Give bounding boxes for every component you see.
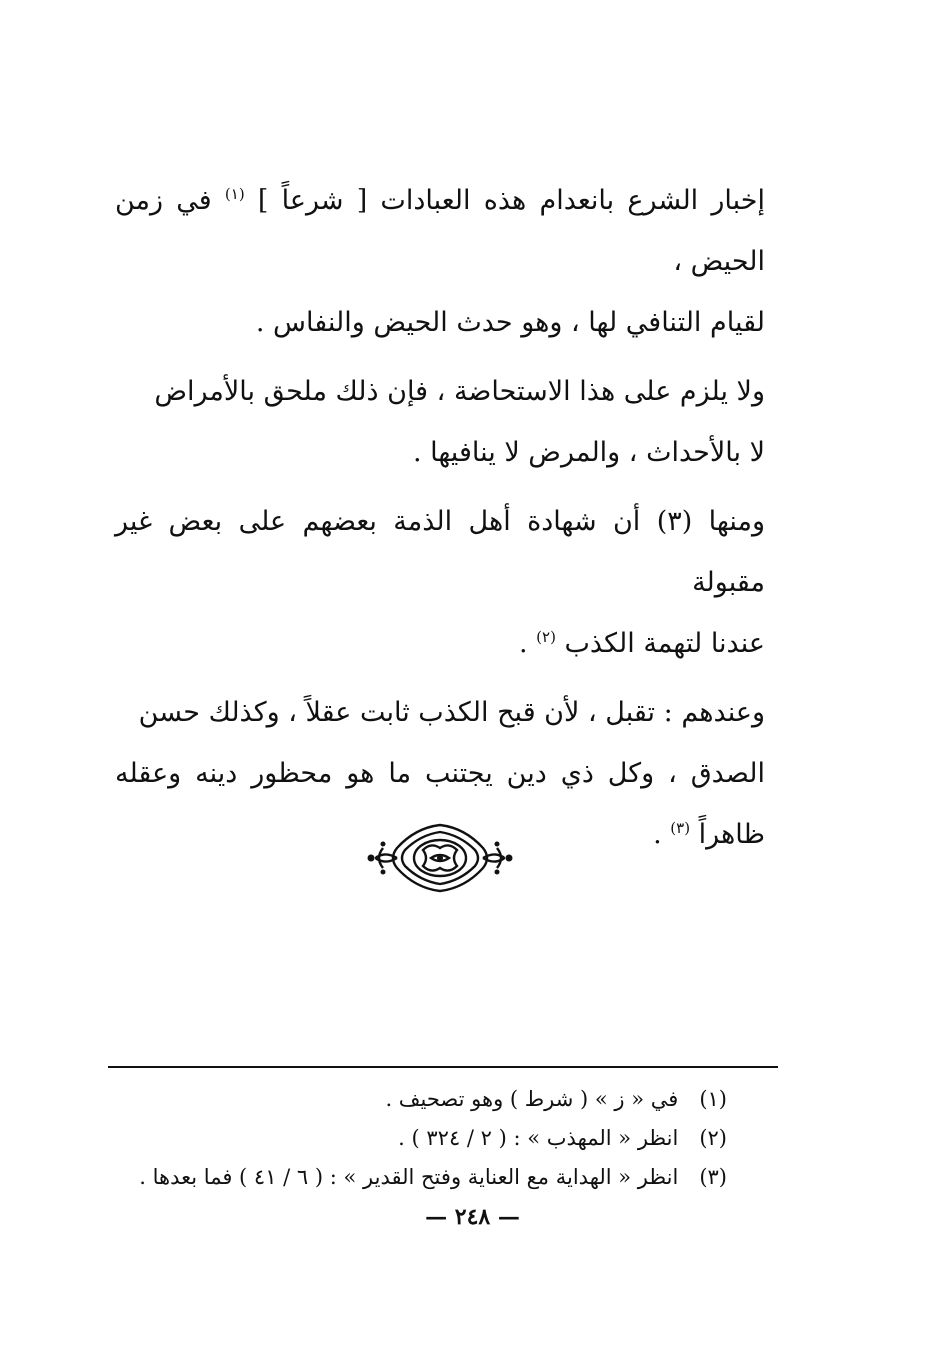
text-line: لقيام التنافي لها ، وهو حدث الحيض والنفاس . — [255, 307, 765, 338]
footnote-3 — [115, 1158, 727, 1197]
footnote-text: في « ز » ( شرط ) وهو تصحيف . — [385, 1087, 679, 1111]
text-line: إخبار الشرع بانعدام هذه العبادات [ شرعاً ] $^{(١)}$ في زمن الحيض ، — [115, 185, 765, 277]
footnote-text: انظر « المهذب » : ( ٢ / ٣٢٤ ) . — [398, 1126, 679, 1150]
main-text — [115, 170, 765, 873]
footnote-marker: (٣) — [670, 819, 691, 837]
arabesque-ornament-icon — [365, 822, 515, 894]
paragraph-1 — [115, 170, 765, 353]
footnote-number: (٣) — [699, 1165, 727, 1189]
text-line: عندنا لتهمة الكذب $^{(٢)}$ . — [518, 628, 765, 659]
text-line: ولا يلزم على هذا الاستحاضة ، فإن ذلك ملحق بالأمراض — [154, 376, 765, 407]
footnote-marker: (١) — [224, 185, 245, 203]
footnote-separator — [108, 1066, 778, 1068]
text-line: لا بالأحداث ، والمرض لا ينافيها . — [412, 437, 765, 468]
page-number: — ٢٤٨ — — [425, 1204, 520, 1230]
footnote-2 — [115, 1119, 727, 1158]
footnotes — [115, 1080, 727, 1197]
footnote-1 — [115, 1080, 727, 1119]
paragraph-2 — [115, 361, 765, 483]
footnote-number: (١) — [699, 1087, 727, 1111]
footnote-marker: (٢) — [536, 628, 556, 646]
paragraph-3 — [115, 491, 765, 674]
text-line: ومنها (٣) أن شهادة أهل الذمة بعضهم على بعض غير مقبولة — [115, 506, 766, 598]
footnote-text: انظر « الهداية مع العناية وفتح القدير » : ( ٦ / ٤١ ) فما بعدها . — [139, 1165, 679, 1189]
text-line: وعندهم : تقبل ، لأن قبح الكذب ثابت عقلاً ، وكذلك حسن — [138, 697, 765, 728]
text-line: الصدق ، وكل ذي دين يجتنب ما هو محظور دينه وعقله ظاهراً $^{(٣)}$ . — [115, 758, 765, 850]
footnote-number: (٢) — [699, 1126, 727, 1150]
